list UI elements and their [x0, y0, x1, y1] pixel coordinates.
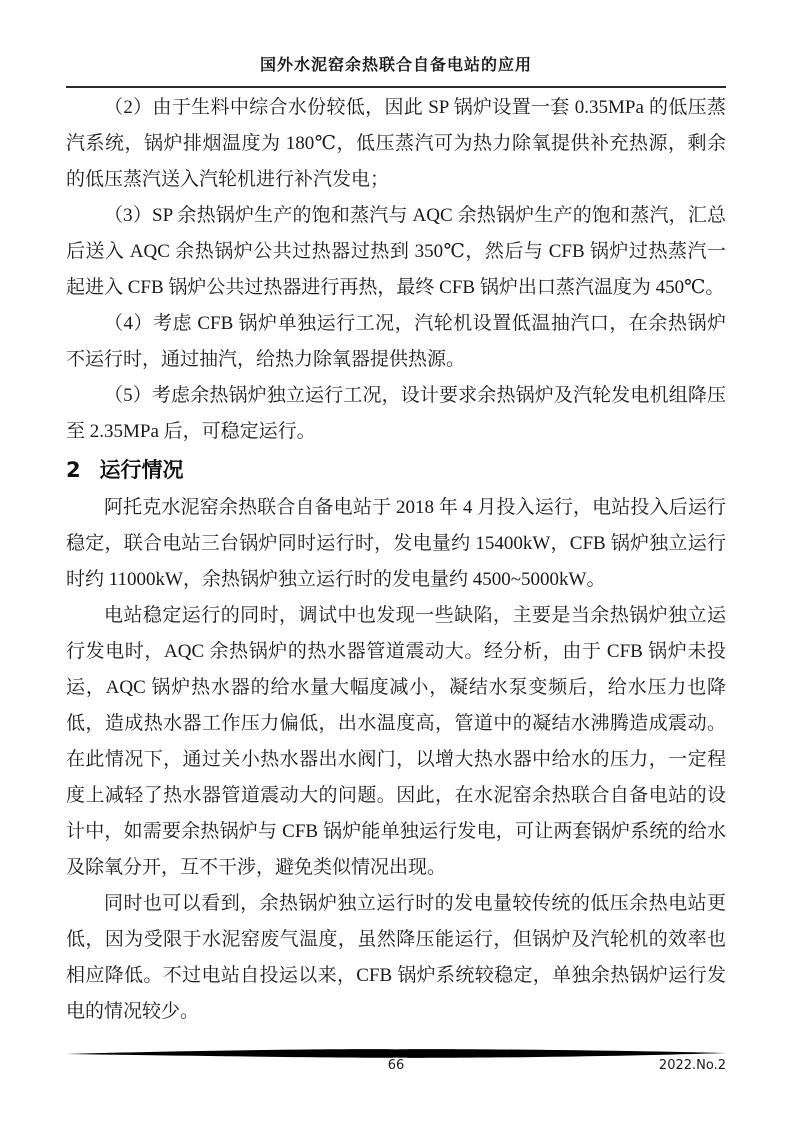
paragraph-item-2: （2）由于生料中综合水份较低，因此 SP 锅炉设置一套 0.35MPa 的低压蒸汽系统，锅炉排烟温度为 180℃，低压蒸汽可为热力除氧提供补充热源，剩余的低压蒸汽送入汽轮机进行补汽发电；	[66, 97, 726, 190]
document-body	[66, 90, 726, 1030]
section-heading	[66, 450, 726, 490]
section-paragraph-3: 同时也可以看到，余热锅炉独立运行时的发电量较传统的低压余热电站更低，因为受限于水泥窑废气温度，虽然降压能运行，但锅炉及汽轮机的效率也相应降低。不过电站自投运以来，CFB 锅炉系统较稳定，单独余热锅炉运行发电的情况较少。	[66, 893, 726, 1022]
footer	[66, 1058, 726, 1078]
paragraph-item-5: （5）考虑余热锅炉独立运行工况，设计要求余热锅炉及汽轮发电机组降压至 2.35MPa 后，可稳定运行。	[66, 385, 726, 442]
section-number: 2	[66, 458, 81, 482]
header-rule	[66, 86, 726, 88]
issue-label: 2022.No.2	[658, 1058, 726, 1073]
section-paragraph-2: 电站稳定运行的同时，调试中也发现一些缺陷，主要是当余热锅炉独立运行发电时，AQC 余热锅炉的热水器管道震动大。经分析，由于 CFB 锅炉未投运，AQC 锅炉热水器的给水量大幅度减小，凝结水泵变频后，给水压力也降低，造成热水器工作压力偏低，出水温度高，管道中的凝结水沸腾造成震动。在此情况下，通过关小热水器出水阀门，以增大热水器中给水的压力，一定程度上减轻了热水器管道震动大的问题。因此，在水泥窑余热联合自备电站的设计中，如需要余热锅炉与 CFB 锅炉能单独运行发电，可让两套锅炉系统的给水及除氧分开，互不干涉，避免类似情况出现。	[66, 605, 726, 878]
paragraph-item-3: （3）SP 余热锅炉生产的饱和蒸汽与 AQC 余热锅炉生产的饱和蒸汽，汇总后送入 AQC 余热锅炉公共过热器过热到 350℃，然后与 CFB 锅炉过热蒸汽一起进入 CFB 锅炉公共过热器进行再热，最终 CFB 锅炉出口蒸汽温度为 450℃。	[66, 205, 726, 298]
paragraph-item-4: （4）考虑 CFB 锅炉单独运行工况，汽轮机设置低温抽汽口，在余热锅炉不运行时，通过抽汽，给热力除氧器提供热源。	[66, 313, 726, 370]
footer-bar	[66, 1046, 726, 1057]
section-paragraph-1: 阿托克水泥窑余热联合自备电站于 2018 年 4 月投入运行，电站投入后运行稳定，联合电站三台锅炉同时运行时，发电量约 15400kW，CFB 锅炉独立运行时约 11000kW，余热锅炉独立运行时的发电量约 4500~5000kW。	[66, 497, 726, 590]
page-number: 66	[387, 1058, 405, 1073]
running-head-title: 国外水泥窑余热联合自备电站的应用	[259, 57, 532, 74]
section-title: 运行情况	[99, 458, 184, 482]
